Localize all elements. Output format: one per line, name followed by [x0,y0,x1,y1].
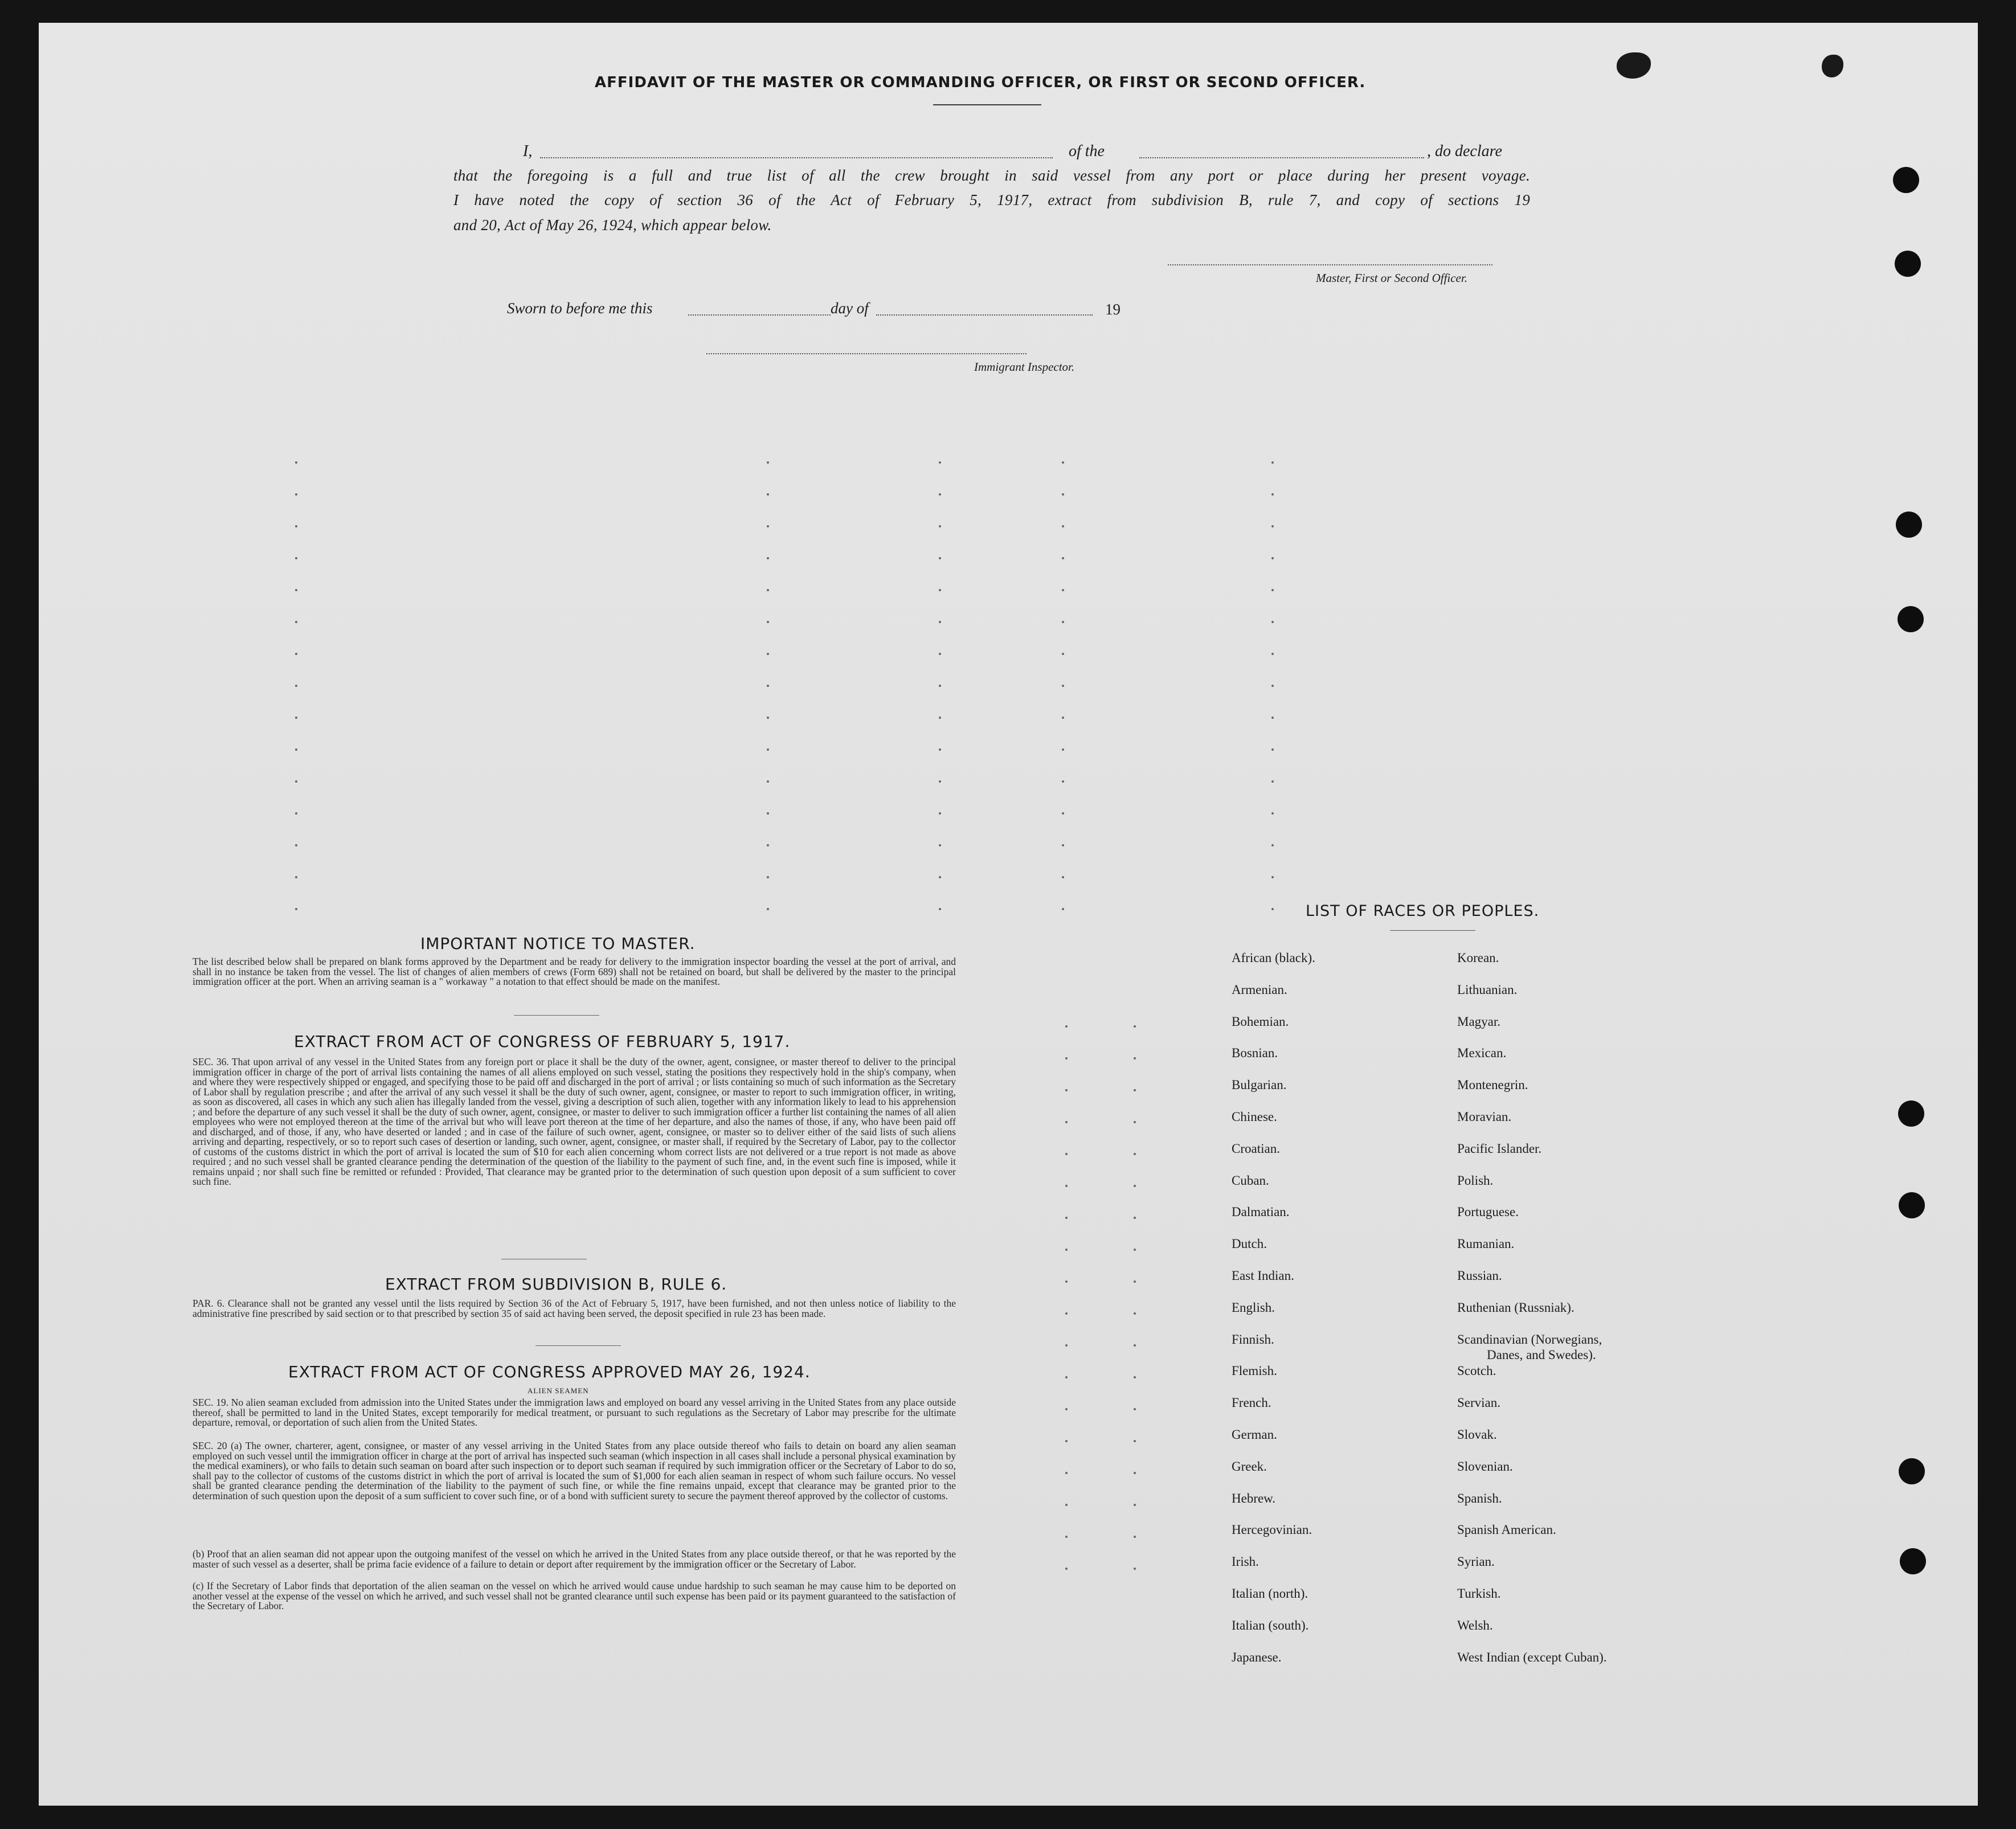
scan-speck [295,653,297,655]
scan-speck [1062,685,1064,687]
punch-hole [1893,167,1919,193]
scan-speck [767,876,769,878]
extract-1917-body: SEC. 36. That upon arrival of any vessel in the United States from any foreign port or place it shall be the duty of the owner, agent, consignee, or master thereof to deliver to the principal immigration officer in charge of the port of arrival lists containing the names of all aliens employed on such vessel, stating the positions they respectively hold in the ship's company, when and where they were respectively shipped or engaged, and specifying those to be paid off and discharged in the port of arrival ; or lists containing so much of such information as the Secretary of Labor shall by regulation prescribe ; and after the arrival of any such vessel it shall be the duty of such owner, agent, consignee, or master to report to such immigration officer, in writing, as soon as discovered, all cases in which any such alien has illegally landed from the vessel, giving a description of such alien, together with any information likely to lead to his apprehension ; and before the departure of any such vessel it shall be the duty of such owner, agent, consignee, or master to deliver to such immigration officer a further list containing the names of all alien employees who were not employed thereon at the time of the arrival but who will leave port thereon at the time of her departure, and also the names of those, if any, who have been paid off and discharged, and of those, if any, who have deserted or landed ; and in case of the failure of such owner, agent, consignee, or master so to deliver either of the said lists of such aliens arriving and departing, respectively, or so to report such cases of desertion or landing, such owner, agent, consignee, or master shall, if required by the Secretary of Labor, pay to the collector of customs of the customs district in which the port of arrival is located the sum of $10 for each alien concerning whom correct lists are not delivered or a true report is not made as above required ; and no such vessel shall be granted clearance pending the determination of the question of the liability to the payment of such fine, and, in the event such fine is imposed, while it remains unpaid ; nor shall such fine be remitted or refunded : Provided, That clearance may be granted prior to the determination of such question upon deposit of a sum sufficient to cover such fine. [193,1056,956,1187]
sworn-day-of: day of [831,300,869,317]
race-left-item: Armenian. [1232,982,1287,997]
scan-speck [295,557,297,559]
race-right-item: Korean. [1457,951,1499,965]
scan-speck [1065,1089,1068,1091]
scan-speck [939,748,941,751]
scan-speck [1065,1025,1068,1028]
scan-speck [1065,1153,1068,1155]
signature-label: Master, First or Second Officer. [1316,271,1467,285]
scan-speck [1065,1121,1068,1123]
punch-hole [1896,512,1922,538]
race-right-item: Montenegrin. [1457,1078,1528,1093]
scan-speck [939,812,941,815]
sworn-month-blank[interactable] [876,314,1093,316]
punch-hole [1898,606,1924,632]
scan-speck [1065,1504,1068,1506]
race-right-item: Servian. [1457,1396,1501,1410]
sec-20b-body: (b) Proof that an alien seaman did not appear upon the outgoing manifest of the vessel on which he arrived in the United States from any place outside thereof, or that he was reported by the master of such vessel as a deserter, shall be prima facie evidence of a failure to detain or deport after requirement by the immigration officer or the Secretary of Labor. [193,1548,956,1570]
scan-speck [1062,557,1064,559]
scan-speck [295,812,297,815]
scan-speck [939,876,941,878]
race-right-item: Slovak. [1457,1427,1497,1442]
scan-speck [767,685,769,687]
sec-20c-body: (c) If the Secretary of Labor finds that deportation of the alien seaman on the vessel on which he arrived would cause undue hardship to such seaman he may cause him to be deported on another vessel at the expense of the vessel on which he arrived, and such vessel shall not be granted clearance until such expense has been paid or its payment guaranteed to the satisfaction of the Secretary of Labor. [193,1580,956,1611]
scan-speck [767,493,769,496]
races-title-underline [1390,930,1475,931]
scan-speck [1134,1057,1136,1059]
race-right-item: Magyar. [1457,1014,1501,1029]
scan-speck [1134,1025,1136,1028]
scan-speck [1134,1568,1136,1570]
sworn-prefix: Sworn to before me this [507,300,653,317]
title-underline [933,104,1041,105]
affidavit-of-the: of the [1069,142,1105,160]
scan-speck [295,525,297,527]
race-right-item: Syrian. [1457,1554,1495,1569]
scan-speck [767,908,769,910]
divider [535,1345,621,1346]
race-left-item: English. [1232,1300,1275,1315]
scan-speck [295,461,297,464]
scan-speck [939,589,941,591]
sec-19-body: SEC. 19. No alien seaman excluded from admission into the United States under the immigration laws and employed on board any vessel arriving in the United States from any place outside thereof, shall be permitted to land in the United States, except temporarily for medical treatment, or pursuant to such regulations as the Secretary of Labor may prescribe for the ultimate departure, removal, or deportation of such alien from the United States. [193,1397,956,1428]
scan-speck [1134,1280,1136,1283]
scan-speck [1271,812,1274,815]
scan-speck [767,812,769,815]
races-title: LIST OF RACES OR PEOPLES. [1306,902,1540,920]
race-right-item: Ruthenian (Russniak). [1457,1300,1575,1315]
race-left-item: German. [1232,1427,1277,1442]
scan-speck [767,748,769,751]
scan-speck [1271,461,1274,464]
race-left-item: East Indian. [1232,1269,1294,1283]
scan-speck [1065,1440,1068,1442]
scan-speck [1271,780,1274,783]
scan-speck [1065,1217,1068,1219]
scan-speck [939,461,941,464]
punch-hole [1899,1458,1925,1484]
scan-speck [767,653,769,655]
scan-speck [295,493,297,496]
race-left-item: Italian (south). [1232,1618,1309,1632]
scan-speck [1134,1153,1136,1155]
race-right-item: Scandinavian (Norwegians, [1457,1332,1602,1347]
race-left-item: Bulgarian. [1232,1078,1287,1093]
punch-hole [1900,1548,1926,1574]
race-left-item: Flemish. [1232,1364,1277,1378]
sec-20a-body: SEC. 20 (a) The owner, charterer, agent, consignee, or master of any vessel arriving in the United States from any place outside thereof who fails to detain on board any alien seaman employed on such vessel until the immigration officer in charge at the port of arrival has inspected such seaman (which inspection in all cases shall include a personal physical examination by the medical examiners), or who fails to detain such seaman on board after such inspection or to deport such seaman if required by such immigration officer or the Secretary of Labor to do so, shall pay to the collector of customs of the customs district in which the port of arrival is located the sum of $1,000 for each alien seaman in respect of whom such failure occurs. No vessel shall be granted clearance pending the determination of the liability to the payment of such fine, or while the fine remains unpaid, except that clearance may be granted prior to the determination of such question upon the deposit of a sum sufficient to cover such fine, or of a bond with sufficient surety to secure the payment thereof approved by the collector of customs. [193,1440,956,1501]
scan-speck [1065,1185,1068,1187]
scan-speck [1134,1089,1136,1091]
inspector-label: Immigrant Inspector. [974,360,1075,374]
scan-speck [1062,780,1064,783]
scan-speck [939,780,941,783]
scan-speck [295,876,297,878]
scan-speck [767,844,769,846]
scan-speck [1062,589,1064,591]
scan-speck [767,461,769,464]
scan-speck [1062,717,1064,719]
affidavit-line-4: and 20, Act of May 26, 1924, which appear below. [453,216,772,234]
scan-speck [1062,748,1064,751]
scan-speck [939,717,941,719]
scan-speck [295,780,297,783]
race-left-item: Hercegovinian. [1232,1523,1312,1537]
scan-speck [1134,1440,1136,1442]
affidavit-declare: , do declare [1427,142,1502,160]
scan-speck [1134,1376,1136,1378]
scan-speck [295,908,297,910]
scan-speck [1134,1408,1136,1410]
scan-speck [1134,1312,1136,1315]
affidavit-i: I, [523,142,533,160]
scan-speck [1065,1376,1068,1378]
scan-speck [1065,1312,1068,1315]
scan-speck [939,525,941,527]
scan-speck [939,653,941,655]
scan-speck [1271,748,1274,751]
scan-speck [939,685,941,687]
race-left-item: Bosnian. [1232,1046,1278,1061]
scan-speck [1271,557,1274,559]
race-right-item: Polish. [1457,1173,1494,1188]
scan-speck [1062,844,1064,846]
affidavit-line-2: that the foregoing is a full and true list of all the crew brought in said vessel from any port or place during her present voyage. [453,167,1530,184]
scan-speck [1134,1344,1136,1347]
race-scandinavian-continued: Danes, and Swedes). [1487,1348,1596,1362]
scan-speck [1065,1249,1068,1251]
scan-speck [1134,1121,1136,1123]
scan-speck [767,717,769,719]
race-right-item: Portuguese. [1457,1205,1519,1220]
race-left-item: Italian (north). [1232,1586,1308,1601]
scan-speck [295,589,297,591]
scan-speck [939,557,941,559]
scan-speck [767,589,769,591]
race-left-item: Japanese. [1232,1650,1282,1664]
scan-speck [1271,717,1274,719]
scan-speck [1062,493,1064,496]
race-right-item: Rumanian. [1457,1237,1515,1251]
scan-speck [1134,1185,1136,1187]
race-left-item: Cuban. [1232,1173,1269,1188]
race-left-item: Chinese. [1232,1110,1277,1124]
divider [514,1015,599,1016]
scan-speck [295,844,297,846]
race-right-item: Slovenian. [1457,1459,1513,1474]
race-right-item: Russian. [1457,1269,1502,1283]
affidavit-line-3: I have noted the copy of section 36 of the Act of February 5, 1917, extract from subdivision B, rule 7, and copy of sections 19 [453,191,1530,208]
scan-speck [1062,525,1064,527]
scan-speck [1065,1280,1068,1283]
scan-speck [767,557,769,559]
scan-speck [1062,653,1064,655]
punch-hole [1898,1100,1924,1127]
scan-speck [939,908,941,910]
scan-speck [1271,844,1274,846]
race-left-item: African (black). [1232,951,1315,965]
race-left-item: Bohemian. [1232,1014,1289,1029]
punch-hole [1899,1192,1925,1218]
scan-speck [939,844,941,846]
scan-speck [295,748,297,751]
race-right-item: Spanish American. [1457,1523,1556,1537]
scan-speck [767,525,769,527]
race-right-item: Turkish. [1457,1586,1501,1601]
race-right-item: West Indian (except Cuban). [1457,1650,1607,1664]
inspector-blank[interactable] [706,353,1027,354]
scan-speck [767,780,769,783]
vessel-blank[interactable] [1139,157,1424,158]
scan-speck [1134,1472,1136,1474]
scan-speck [1065,1408,1068,1410]
scan-speck [1134,1536,1136,1538]
scan-speck [1271,621,1274,623]
race-right-item: Scotch. [1457,1364,1496,1378]
rule-6-body: PAR. 6. Clearance shall not be granted any vessel until the lists required by Section 36 of the Act of February 5, 1917, have been furnished, and not then unless notice of liability to the administrative fine prescribed by said section or to that prescribed by section 35 of said act having been served, the deposit specified in rule 23 has been made. [193,1298,956,1319]
scan-speck [1271,876,1274,878]
scan-speck [1062,812,1064,815]
race-right-item: Mexican. [1457,1046,1507,1061]
notice-title: IMPORTANT NOTICE TO MASTER. [420,934,696,953]
sworn-day-blank[interactable] [688,314,831,316]
rule-6-title: EXTRACT FROM SUBDIVISION B, RULE 6. [385,1275,727,1294]
race-right-item: Spanish. [1457,1491,1502,1505]
alien-seamen-subtitle: ALIEN SEAMEN [527,1386,589,1395]
scan-speck [1065,1057,1068,1059]
scan-speck [1271,908,1274,910]
race-left-item: Finnish. [1232,1332,1274,1347]
scan-speck [1062,876,1064,878]
scan-speck [1065,1344,1068,1347]
signature-blank[interactable] [1168,264,1492,265]
race-left-item: Greek. [1232,1459,1267,1474]
race-left-item: Dalmatian. [1232,1205,1290,1220]
scan-speck [1065,1536,1068,1538]
race-left-item: French. [1232,1396,1271,1410]
affidavit-title: AFFIDAVIT OF THE MASTER OR COMMANDING OFFICER, OR FIRST OR SECOND OFFICER. [595,74,1366,91]
scan-speck [1271,525,1274,527]
scan-speck [767,621,769,623]
scan-speck [1134,1504,1136,1506]
scan-speck [1062,461,1064,464]
scan-speck [295,685,297,687]
extract-1917-title: EXTRACT FROM ACT OF CONGRESS OF FEBRUARY 5, 1917. [294,1032,791,1051]
scan-speck [939,621,941,623]
scan-speck [1065,1472,1068,1474]
race-right-item: Pacific Islander. [1457,1141,1542,1156]
race-left-item: Dutch. [1232,1237,1267,1251]
race-right-item: Moravian. [1457,1110,1512,1124]
race-left-item: Irish. [1232,1554,1259,1569]
sworn-year: 19 [1105,301,1121,318]
race-right-item: Welsh. [1457,1618,1493,1632]
scan-speck [1271,589,1274,591]
name-blank[interactable] [540,157,1053,158]
extract-1924-title: EXTRACT FROM ACT OF CONGRESS APPROVED MAY 26, 1924. [288,1362,811,1381]
scan-speck [1065,1568,1068,1570]
race-left-item: Hebrew. [1232,1491,1276,1505]
race-right-item: Lithuanian. [1457,982,1518,997]
scan-speck [1271,685,1274,687]
scan-speck [1134,1217,1136,1219]
notice-body: The list described below shall be prepared on blank forms approved by the Department and be ready for delivery to the immigration inspector boarding the vessel at the port of arrival, and shall in no instance be taken from the vessel. The list of changes of alien members of crews (Form 689) shall not be retained on board, but shall be delivered by the master to the principal immigration officer at the port. When an arriving seaman is a " workaway " a notation to that effect should be made on the manifest. [193,956,956,987]
scan-speck [1271,653,1274,655]
punch-hole [1895,251,1921,277]
scan-speck [295,621,297,623]
race-left-item: Croatian. [1232,1141,1280,1156]
scan-speck [1271,493,1274,496]
scan-speck [939,493,941,496]
scan-speck [295,717,297,719]
scan-speck [1062,908,1064,910]
scan-speck [1134,1249,1136,1251]
scan-speck [1062,621,1064,623]
